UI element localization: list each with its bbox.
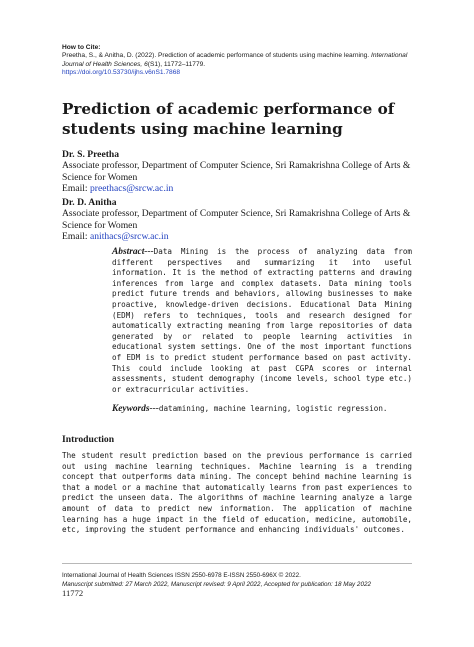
author-block-1 — [62, 149, 422, 195]
citation-block — [62, 44, 414, 78]
introduction-heading: Introduction — [62, 434, 115, 445]
citation-issue-pages: (S1), 11772–11779. — [147, 60, 206, 68]
citation-journal: International Journal of Health Sciences, — [62, 52, 408, 68]
email-label: Email: — [62, 183, 88, 195]
author-email-link[interactable]: preethacs@srcw.ac.in — [89, 183, 174, 195]
citation-label: How to Cite: — [62, 44, 101, 51]
keywords-block — [112, 404, 412, 415]
email-label: Email: — [62, 231, 88, 243]
introduction-paragraph: The student result prediction based on the previous performance is carried out using machine learning techniques. Machine learning is a trending concept that outperforms data mining. The concept behind machine learning is that a model or a machine that automatically learns from past experiences to predict the unseen data. The algorithms of machine learning analyze a large amount of data to predict new information. The application of machine learning has a huge impact in the field of education, medicine, automobile, etc, improving the student performance and enhancing individuals' outcomes. — [62, 451, 412, 535]
paper-title: Prediction of academic performance of students using machine learning — [62, 100, 395, 138]
author-email-link[interactable]: anithacs@srcw.ac.in — [89, 231, 169, 243]
author-name: Dr. D. Anitha — [62, 197, 117, 208]
author-name: Dr. S. Preetha — [62, 149, 120, 160]
author-affiliation: Associate professor, Department of Computer Science, Sri Ramakrishna College of Arts & Science for Women — [62, 208, 411, 231]
citation-label-text: How to Cite — [62, 44, 99, 51]
page-number: 11772 — [62, 588, 84, 599]
journal-issn: International Journal of Health Sciences ISSN 2550-6978 E-ISSN 2550-696X © 2022. — [62, 572, 301, 579]
footer-divider — [62, 563, 412, 564]
citation-volume: 6 — [144, 60, 148, 68]
keywords-text: datamining, machine learning, logistic regression. — [158, 404, 388, 413]
author-block-2 — [62, 197, 422, 243]
citation-text: Preetha, S., & Anitha, D. (2022). Prediction of academic performance of students using machine learning. — [62, 52, 370, 60]
abstract-block — [112, 247, 412, 395]
abstract-label: Abstract--- — [112, 247, 154, 257]
footer-block — [62, 572, 422, 598]
manuscript-dates: Manuscript submitted: 27 March 2022, Manuscript revised: 9 April 2022, Accepted for publication: 18 May 2022 — [62, 580, 371, 588]
author-affiliation: Associate professor, Department of Computer Science, Sri Ramakrishna College of Arts & Science for Women — [62, 160, 411, 183]
abstract-text: Data Mining is the process of analyzing data from different perspectives and summarizing it into useful information. It is the method of extracting patterns and drawing inferences from large and complex datasets. Data mining tools predict future trends and behaviors, allowing businesses to make proactive, knowledge-driven decisions. Educational Data Mining (EDM) refers to techniques, tools and research designed for automatically extracting meaning from large repositories of data generated by or related to people learning activities in educational system settings. One of the most important functions of EDM is to predict student performance based on past activity. This could include looking at past CGPA scores or internal assessments, student demography (income levels, school type etc.) or extracurricular activities. — [112, 247, 412, 394]
doi-link[interactable]: https://doi.org/10.53730/ijhs.v6nS1.7868 — [62, 69, 181, 77]
keywords-label: Keywords--- — [112, 404, 159, 414]
